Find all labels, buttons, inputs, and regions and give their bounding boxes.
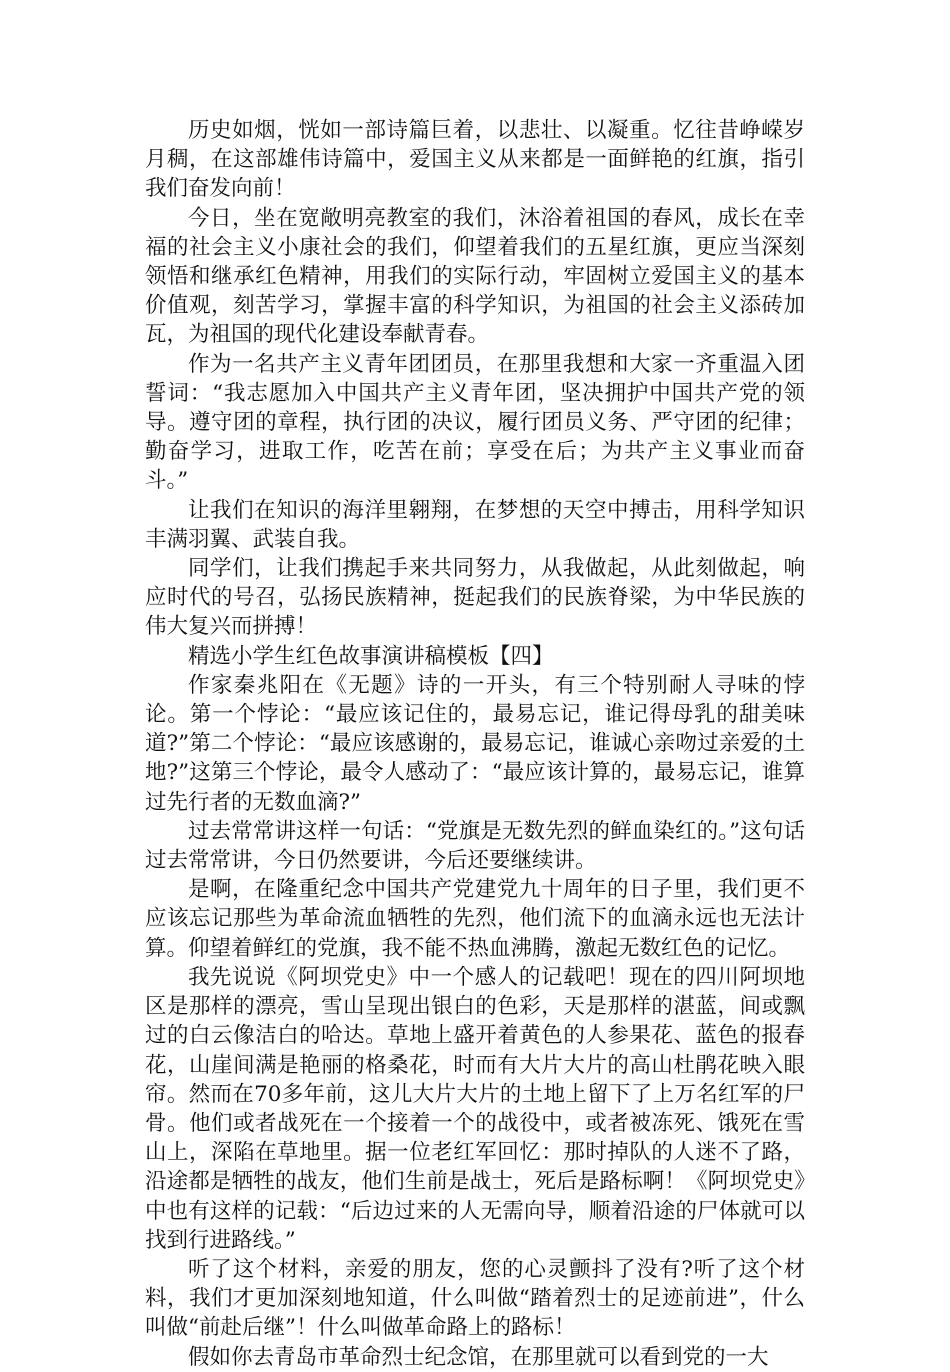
document-body	[145, 116, 805, 1372]
section-heading: 精选小学生红色故事演讲稿模板【四】	[188, 643, 554, 669]
paragraph: 作家秦兆阳在《无题》诗的一开头，有三个特别耐人寻味的悖论。第一个悖论：“最应该记住的，最易忘记，谁记得母乳的甜美味道?”第二个悖论：“最应该感谢的，最易忘记，谁诚心亲吻过亲爱的土地?”这第三个悖论，最令人感动了：“最应该计算的，最易忘记，谁算过先行者的无数血滴?”	[145, 672, 805, 815]
paragraph: 我先说说《阿坝党史》中一个感人的记载吧！现在的四川阿坝地区是那样的漂亮，雪山呈现出银白的色彩，天是那样的湛蓝，间或飘过的白云像洁白的哈达。草地上盛开着黄色的人参果花、蓝色的报春花，山崖间满是艳丽的格桑花，时而有大片大片的高山杜鹃花映入眼帘。然而在70多年前，这儿大片大片的土地上留下了上万名红军的尸骨。他们或者战死在一个接着一个的战役中，或者被冻死、饿死在雪山上，深陷在草地里。据一位老红军回忆：那时掉队的人迷不了路，沿途都是牺牲的战友，他们生前是战士，死后是路标啊！《阿坝党史》中也有这样的记载：“后边过来的人无需向导，顺着沿途的尸体就可以找到行进路线。”	[145, 964, 805, 1253]
paragraph: 作为一名共产主义青年团团员，在那里我想和大家一齐重温入团誓词：“我志愿加入中国共产主义青年团，坚决拥护中国共产党的领导。遵守团的章程，执行团的决议，履行团员义务、严守团的纪律；勤奋学习，进取工作，吃苦在前；享受在后；为共产主义事业而奋斗。”	[145, 351, 805, 494]
paragraph: 同学们，让我们携起手来共同努力，从我做起，从此刻做起，响应时代的号召，弘扬民族精神，挺起我们的民族脊梁，为中华民族的伟大复兴而拼搏！	[145, 556, 805, 640]
paragraph: 今日，坐在宽敞明亮教室的我们，沐浴着祖国的春风，成长在幸福的社会主义小康社会的我们，仰望着我们的五星红旗，更应当深刻领悟和继承红色精神，用我们的实际行动，牢固树立爱国主义的基本价值观，刻苦学习，掌握丰富的科学知识，为祖国的社会主义添砖加瓦，为祖国的现代化建设奉献青春。	[145, 205, 805, 348]
paragraph: 是啊，在隆重纪念中国共产党建党九十周年的日子里，我们更不应该忘记那些为革命流血牺牲的先烈，他们流下的血滴永远也无法计算。仰望着鲜红的党旗，我不能不热血沸腾，激起无数红色的记忆。	[145, 877, 805, 961]
paragraph: 历史如烟，恍如一部诗篇巨着，以悲壮、以凝重。忆往昔峥嵘岁月稠，在这部雄伟诗篇中，爱国主义从来都是一面鲜艳的红旗，指引我们奋发向前！	[145, 118, 805, 202]
paragraph: 让我们在知识的海洋里翱翔，在梦想的天空中搏击，用科学知识丰满羽翼、武装自我。	[145, 497, 805, 552]
paragraph: 过去常常讲这样一句话：“党旗是无数先烈的鲜血染红的。”这句话过去常常讲，今日仍然要讲，今后还要继续讲。	[145, 818, 805, 874]
paragraph: 假如你去青岛市革命烈士纪念馆，在那里就可以看到党的一大	[188, 1344, 769, 1370]
paragraph: 听了这个材料，亲爱的朋友，您的心灵颤抖了没有?听了这个材料，我们才更加深刻地知道，什么叫做“踏着烈士的足迹前进”，什么叫做“前赴后继”！什么叫做革命路上的路标！	[145, 1256, 805, 1341]
